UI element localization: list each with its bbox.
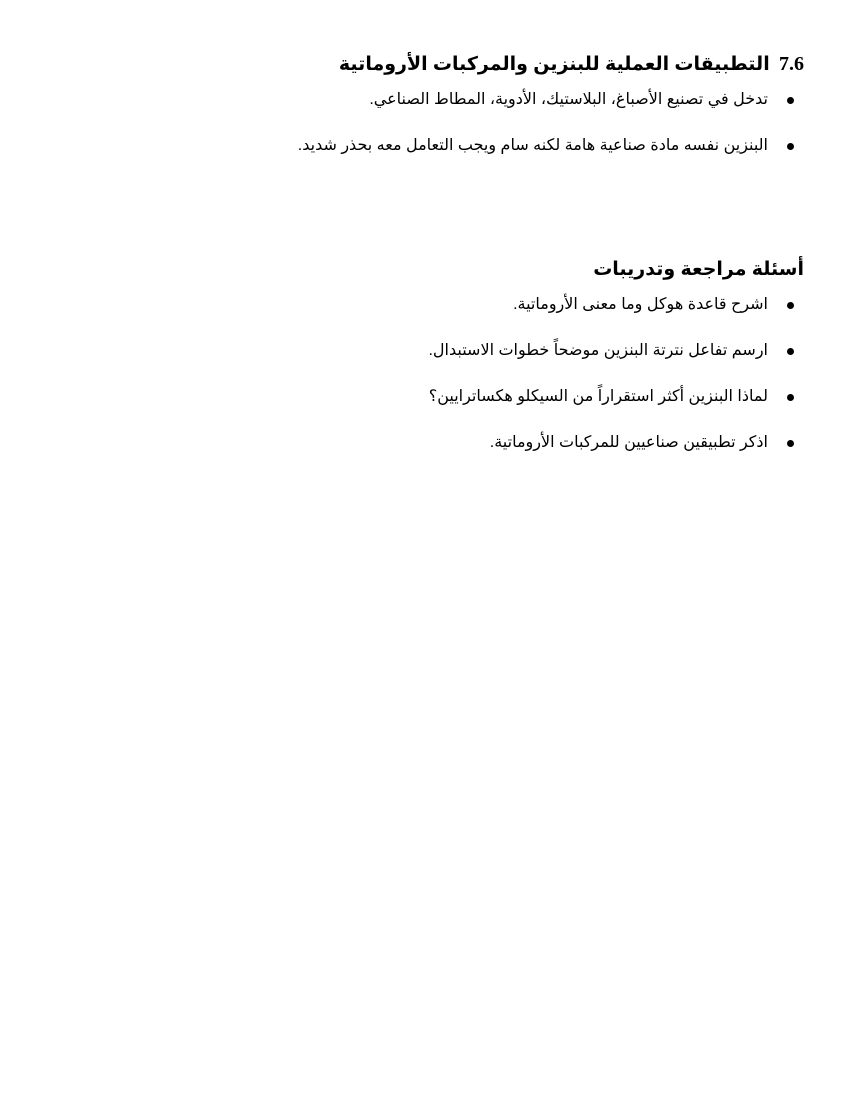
bullet-icon	[787, 302, 794, 309]
review-questions-section	[244, 256, 804, 478]
list-item-text: تدخل في تصنيع الأصباغ، البلاستيك، الأدوية، المطاط الصناعي.	[369, 91, 768, 108]
list-item	[244, 294, 804, 316]
bullet-icon	[787, 97, 794, 104]
list-item	[244, 386, 804, 408]
bullet-icon	[787, 440, 794, 447]
list-item-text: اشرح قاعدة هوكل وما معنى الأروماتية.	[513, 296, 768, 313]
applications-section	[244, 50, 804, 181]
section-heading	[244, 50, 804, 79]
list-item	[244, 135, 804, 157]
list-item-text: ارسم تفاعل نترتة البنزين موضحاً خطوات الاستبدال.	[428, 342, 768, 359]
list-item	[244, 432, 804, 454]
list-item-text: لماذا البنزين أكثر استقراراً من السيكلو هكساترايين؟	[428, 388, 768, 405]
questions-list	[244, 294, 804, 454]
section-number: 7.6	[779, 53, 804, 75]
list-item	[244, 340, 804, 362]
list-item-text: البنزين نفسه مادة صناعية هامة لكنه سام ويجب التعامل معه بحذر شديد.	[297, 137, 768, 154]
section-title: أسئلة مراجعة وتدريبات	[593, 259, 804, 280]
section-heading	[244, 256, 804, 284]
applications-list	[244, 89, 804, 157]
bullet-icon	[787, 394, 794, 401]
list-item	[244, 89, 804, 111]
list-item-text: اذكر تطبيقين صناعيين للمركبات الأروماتية.	[489, 434, 768, 451]
section-title: التطبيقات العملية للبنزين والمركبات الأروماتية	[338, 54, 770, 75]
bullet-icon	[787, 348, 794, 355]
bullet-icon	[787, 143, 794, 150]
